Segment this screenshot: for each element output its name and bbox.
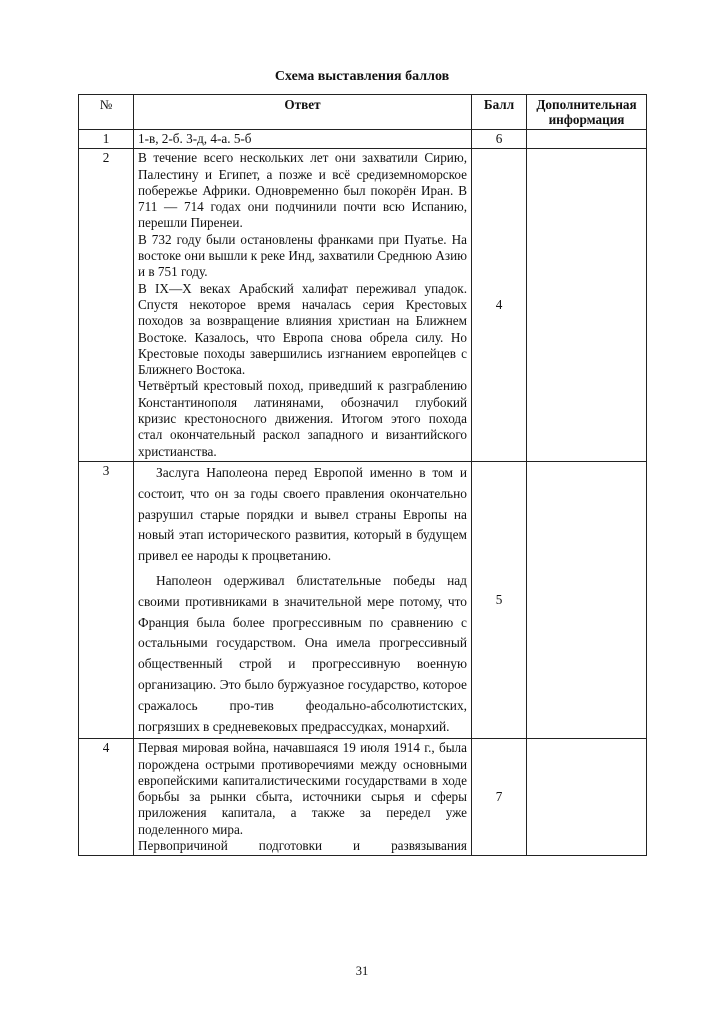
answer-paragraph: 1-в, 2-б. 3-д, 4-а. 5-б [138, 131, 252, 146]
answer-paragraph: Первая мировая война, начавшаяся 19 июля 1914 г., была порождена острыми противоречиями между основными европейскими капиталистическими государствами в ходе борьбы за рынки сбыта, источники сырья и сферы приложения капитала, а также за передел уже поделенного мира. [138, 740, 467, 837]
row-info [527, 739, 647, 856]
table-row [79, 130, 647, 149]
row-num: 2 [79, 149, 134, 462]
answer-paragraph: В IX—X веках Арабский халифат переживал упадок. Спустя некоторое время началась серия Крестовых походов за возвращение влияния христиан на Ближнем Востоке. Казалось, что Европа снова обрела силу. Но Крестовые походы завершились изгнанием европейцев с Ближнего Востока. [138, 280, 467, 378]
row-score: 4 [472, 149, 527, 462]
row-score: 6 [472, 130, 527, 149]
page-title: Схема выставления баллов [274, 69, 450, 84]
answer-paragraph: Наполеон одерживал блистательные победы над своими противниками в значительной мере потому, что Франция была более прогрессивным по сравнению с остальными государством. Она имела прогрессивный общественный строй и прогрессивную военную организацию. Это было буржуазное государство, которое сражалось про-тив феодально-абсолютистских, погрязших в средневековых предрассудках, монархий. [138, 572, 467, 734]
row-num: 1 [79, 130, 134, 149]
answer-paragraph: В течение всего нескольких лет они захватили Сирию, Палестину и Египет, а позже и всё средиземноморское побережье Африки. Одновременно был покорён Иран. В 711 — 714 годах они подчинили почти всю Испанию, перешли Пиренеи. [138, 150, 467, 231]
table-row [79, 149, 647, 462]
scoring-table [78, 94, 647, 856]
header-score: Балл [472, 95, 527, 130]
row-answer [134, 149, 472, 462]
row-num: 3 [79, 461, 134, 738]
header-info: Дополнительная информация [527, 95, 647, 130]
row-answer [134, 130, 472, 149]
row-score: 5 [472, 461, 527, 738]
row-info [527, 130, 647, 149]
header-answer: Ответ [134, 95, 472, 130]
answer-paragraph: Первопричиной подготовки и развязывания [138, 838, 467, 854]
table-header-row [79, 95, 647, 130]
answer-paragraph: Четвёртый крестовый поход, приведший к разграблению Константинополя латинянами, обозначил глубокий кризис крестоносного движения. Итогом этого похода стал окончательный раскол западного и византийского христианства. [138, 378, 467, 459]
table-row [79, 739, 647, 856]
header-num: № [79, 95, 134, 130]
row-score: 7 [472, 739, 527, 856]
row-num: 4 [79, 739, 134, 856]
row-answer [134, 739, 472, 856]
page-number: 31 [355, 964, 369, 978]
row-info [527, 149, 647, 462]
row-answer [134, 461, 472, 738]
row-info [527, 461, 647, 738]
table-row [79, 461, 647, 738]
answer-paragraph: Заслуга Наполеона перед Европой именно в том и состоит, что он за годы своего правления окончательно разрушил старые порядки и вывел страны Европы на новый этап исторического развития, который в будущем привел ее народы к процветанию. [138, 464, 467, 564]
answer-paragraph: В 732 году были остановлены франками при Пуатье. На востоке они вышли к реке Инд, захватили Среднюю Азию и в 751 году. [138, 231, 467, 280]
